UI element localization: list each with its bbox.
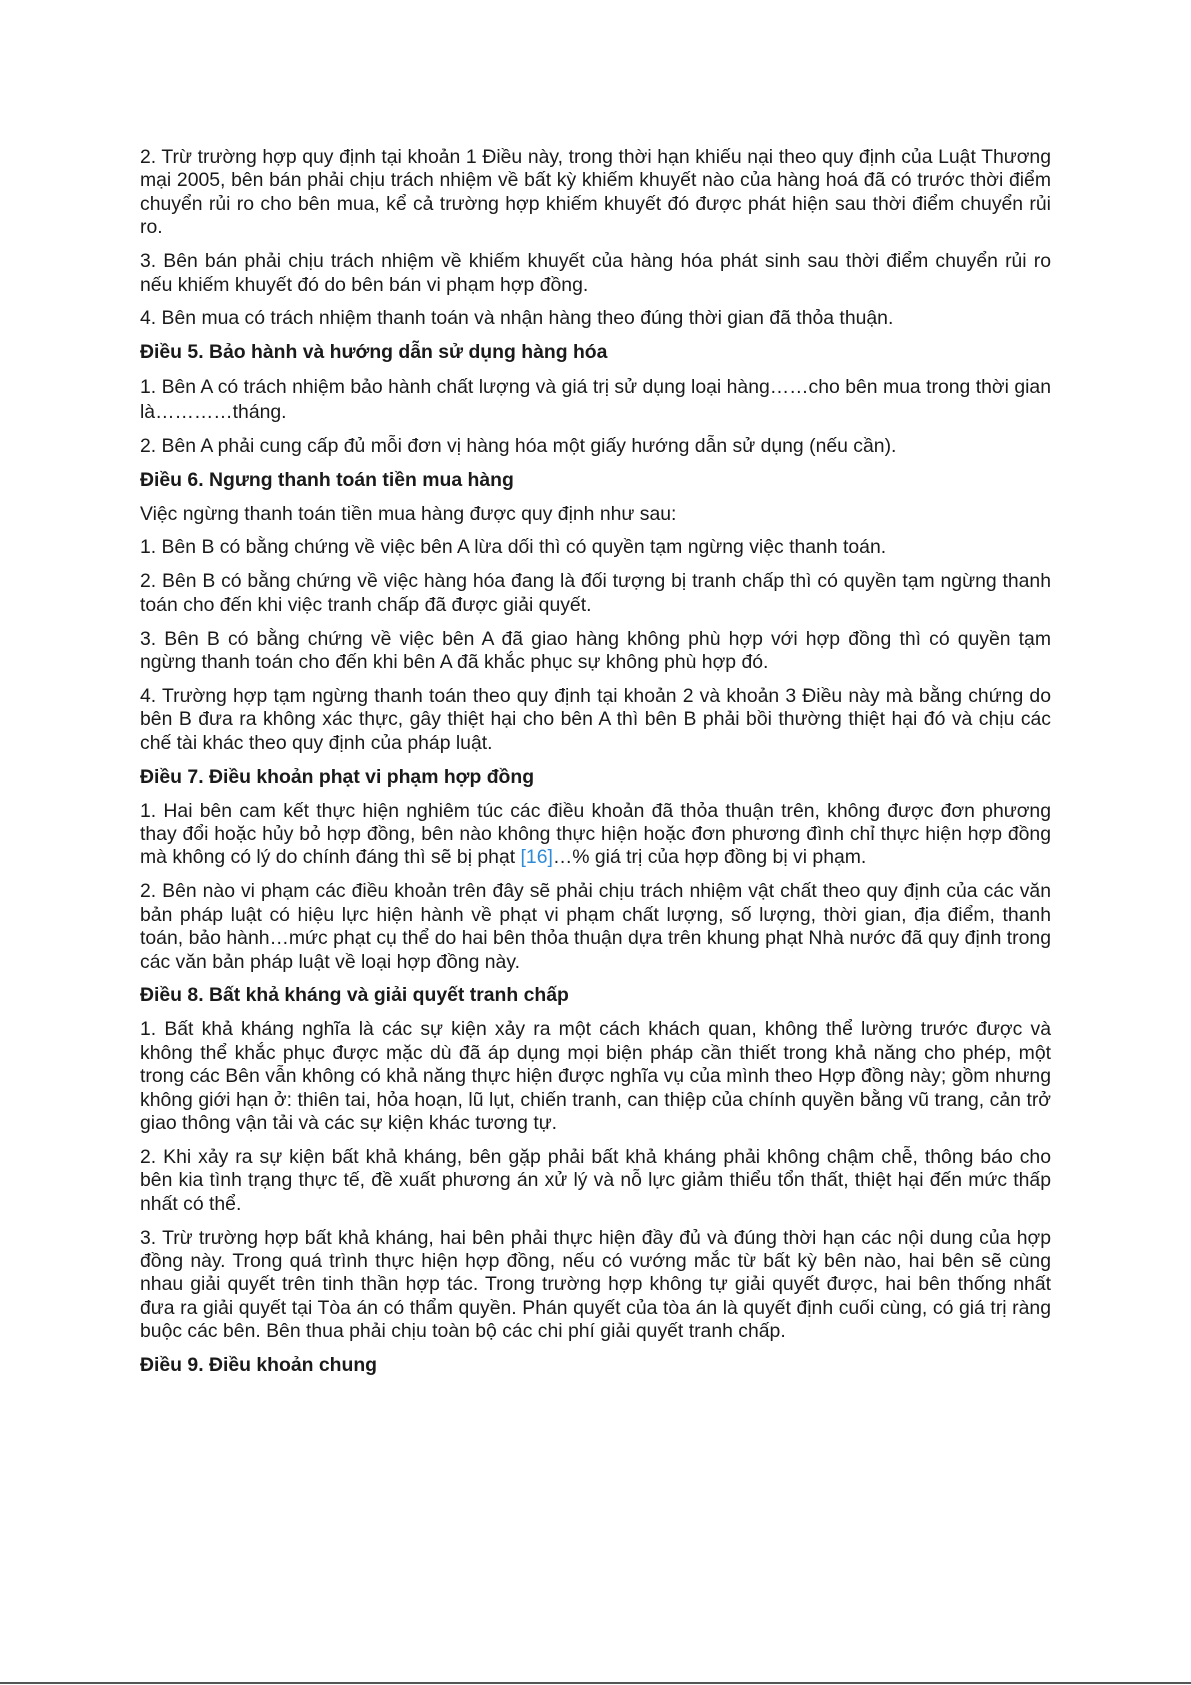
article-6-heading: Điều 6. Ngưng thanh toán tiền mua hàng [140,468,514,491]
article-7-heading: Điều 7. Điều khoản phạt vi phạm hợp đồng [140,765,535,788]
clause-8-item-3: 3. Trừ trường hợp bất khả kháng, hai bên phải thực hiện đầy đủ và đúng thời hạn các nội dung của hợp đồng này. Trong quá trình thực hiện hợp đồng, nếu có vướng mắc từ bất kỳ bên nào, hai bên sẽ cùng nhau giải quyết trên tinh thần hợp tác. Trong trường hợp không tự giải quyết được, hai bên thống nhất đưa ra giải quyết tại Tòa án có thẩm quyền. Phán quyết của tòa án là quyết định cuối cùng, có giá trị ràng buộc các bên. Bên thua phải chịu toàn bộ các chi phí giải quyết tranh chấp. [140,1226,1051,1343]
clause-5-item-1: 1. Bên A có trách nhiệm bảo hành chất lượng và giá trị sử dụng loại hàng……cho bên mua trong thời gian là…………tháng. [140,376,1051,423]
article-8-heading: Điều 8. Bất khả kháng và giải quyết tranh chấp [140,984,569,1007]
clause-4-item-3: 3. Bên bán phải chịu trách nhiệm về khiếm khuyết của hàng hóa phát sinh sau thời điểm chuyển rủi ro nếu khiếm khuyết đó do bên bán vi phạm hợp đồng. [140,250,1051,296]
clause-7-item-1-text-after: …% giá trị của hợp đồng bị vi phạm. [552,846,867,869]
document-page [140,146,1051,1388]
clause-7-item-2: 2. Bên nào vi phạm các điều khoản trên đây sẽ phải chịu trách nhiệm vật chất theo quy định của các văn bản pháp luật có hiệu lực hiện hành về phạt vi phạm chất lượng, số lượng, thời gian, địa điểm, thanh toán, bảo hành…mức phạt cụ thể do hai bên thỏa thuận dựa trên khung phạt Nhà nước đã quy định trong các văn bản pháp luật về loại hợp đồng này. [140,880,1051,973]
clause-7-item-1-text-before: 1. Hai bên cam kết thực hiện nghiêm túc các điều khoản đã thỏa thuận trên, không được đơn phương thay đổi hoặc hủy bỏ hợp đồng, bên nào không thực hiện hoặc đơn phương đình chỉ thực hiện hợp đồng mà không có lý do chính đáng thì sẽ bị phạt [140,799,1051,869]
clause-5-item-2: 2. Bên A phải cung cấp đủ mỗi đơn vị hàng hóa một giấy hướng dẫn sử dụng (nếu cần). [140,434,897,457]
clause-6-item-1: 1. Bên B có bằng chứng về việc bên A lừa dối thì có quyền tạm ngừng việc thanh toán. [140,536,887,559]
clause-6-item-2: 2. Bên B có bằng chứng về việc hàng hóa đang là đối tượng bị tranh chấp thì có quyền tạm ngừng thanh toán cho đến khi việc tranh chấp đã được giải quyết. [140,570,1051,616]
clause-4-item-4: 4. Bên mua có trách nhiệm thanh toán và nhận hàng theo đúng thời gian đã thỏa thuận. [140,307,894,330]
clause-8-item-1: 1. Bất khả kháng nghĩa là các sự kiện xảy ra một cách khách quan, không thể lường trước được và không thể khắc phục được mặc dù đã áp dụng mọi biện pháp cần thiết trong khả năng cho phép, một trong các Bên vẫn không có khả năng thực hiện được nghĩa vụ của mình theo Hợp đồng này; gồm nhưng không giới hạn ở: thiên tai, hỏa hoạn, lũ lụt, chiến tranh, can thiệp của chính quyền bằng vũ trang, cản trở giao thông vận tải và các sự kiện khác tương tự. [140,1018,1051,1134]
clause-7-item-1 [140,800,1051,870]
clause-6-item-3: 3. Bên B có bằng chứng về việc bên A đã giao hàng không phù hợp với hợp đồng thì có quyền tạm ngừng thanh toán cho đến khi bên A đã khắc phục sự không phù hợp đó. [140,627,1051,674]
article-5-heading: Điều 5. Bảo hành và hướng dẫn sử dụng hàng hóa [140,341,608,364]
clause-6-item-4: 4. Trường hợp tạm ngừng thanh toán theo quy định tại khoản 2 và khoản 3 Điều này mà bằng chứng do bên B đưa ra không xác thực, gây thiệt hại cho bên A thì bên B phải bồi thường thiệt hại đó và chịu các chế tài khác theo quy định của pháp luật. [140,685,1051,754]
footnote-ref-16-link[interactable]: [16] [520,846,553,869]
clause-4-item-2: 2. Trừ trường hợp quy định tại khoản 1 Điều này, trong thời hạn khiếu nại theo quy định của Luật Thương mại 2005, bên bán phải chịu trách nhiệm về bất kỳ khiếm khuyết nào của hàng hoá đã có trước thời điểm chuyển rủi ro cho bên mua, kể cả trường hợp khiếm khuyết đó được phát hiện sau thời điểm chuyển rủi ro. [140,146,1051,239]
page-bottom-rule [0,1682,1191,1684]
clause-8-item-2: 2. Khi xảy ra sự kiện bất khả kháng, bên gặp phải bất khả kháng phải không chậm chễ, thông báo cho bên kia tình trạng thực tế, đề xuất phương án xử lý và nỗ lực giảm thiểu tổn thất, thiệt hại đến mức thấp nhất có thể. [140,1145,1051,1215]
article-9-heading: Điều 9. Điều khoản chung [140,1354,378,1377]
clause-6-intro: Việc ngừng thanh toán tiền mua hàng được quy định như sau: [140,502,677,525]
